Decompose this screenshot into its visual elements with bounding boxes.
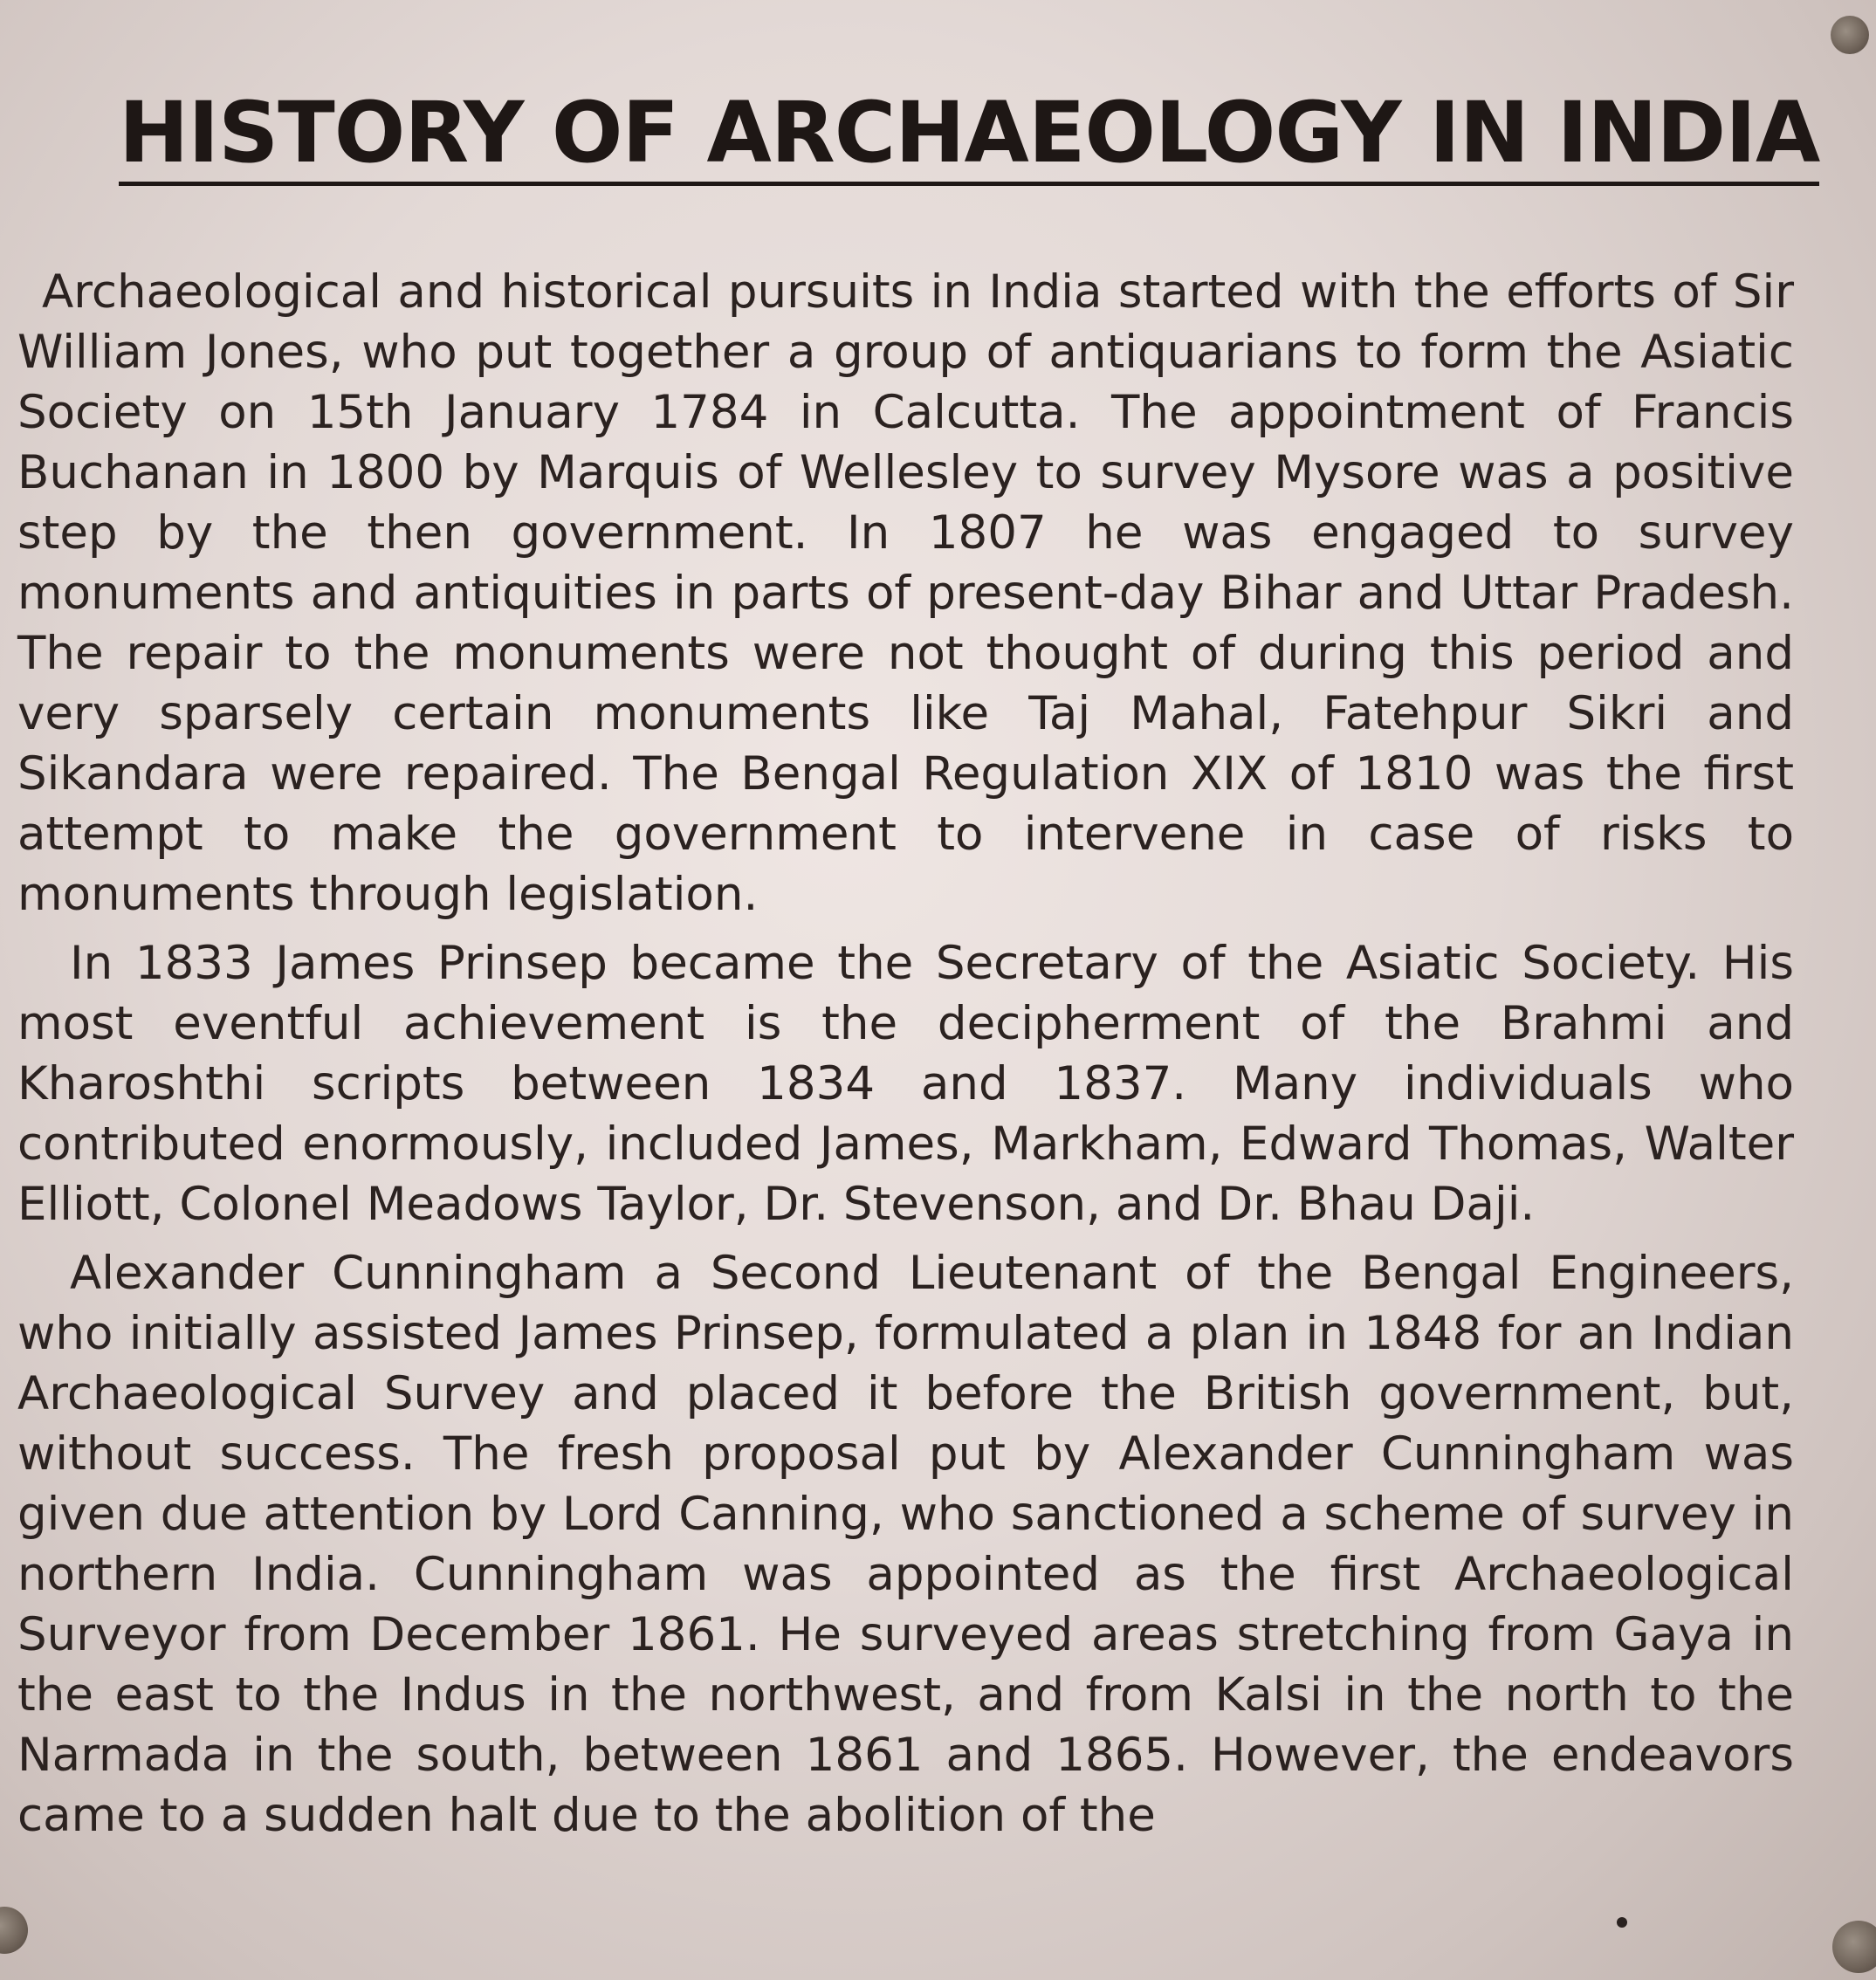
dust-speck bbox=[1617, 1917, 1627, 1928]
screw-icon bbox=[0, 1907, 28, 1954]
page-title: HISTORY OF ARCHAEOLOGY IN INDIA bbox=[119, 87, 1819, 186]
screw-icon bbox=[1831, 16, 1869, 54]
paragraph: Archaeological and historical pursuits in India started with the efforts of Sir William Jones, who put together a group of antiquarians to form the Asiatic Society on 15th January 1784 in Calcutta. The appointment of Francis Buchanan in 1800 by Marquis of Wellesley to survey Mysore was a positive step by the then government. In 1807 he was engaged to survey monuments and antiquities in parts of present-day Bihar and Uttar Pradesh. The repair to the monuments were not thought of during this period and very sparsely certain monuments like Taj Mahal, Fatehpur Sikri and Sikandara were repaired. The Bengal Regulation XIX of 1810 was the first attempt to make the government to intervene in case of risks to monuments through legislation. bbox=[17, 265, 1794, 921]
body-text bbox=[17, 262, 1794, 1846]
screw-icon bbox=[1832, 1921, 1876, 1973]
paragraph: In 1833 James Prinsep became the Secretary of the Asiatic Society. His most eventful achievement is the decipherment of the Brahmi and Kharoshthi scripts between 1834 and 1837. Many individuals who contributed enormously, included James, Markham, Edward Thomas, Walter Elliott, Colonel Meadows Taylor, Dr. Stevenson, and Dr. Bhau Daji. bbox=[17, 937, 1794, 1231]
paragraph: Alexander Cunningham a Second Lieutenant of the Bengal Engineers, who initially assisted James Prinsep, formulated a plan in 1848 for an Indian Archaeological Survey and placed it before the British government, but, without success. The fresh proposal put by Alexander Cunningham was given due attention by Lord Canning, who sanctioned a scheme of survey in northern India. Cunningham was appointed as the first Archaeological Surveyor from December 1861. He surveyed areas stretching from Gaya in the east to the Indus in the northwest, and from Kalsi in the north to the Narmada in the south, between 1861 and 1865. However, the endeavors came to a sudden halt due to the abolition of the bbox=[17, 1247, 1794, 1842]
